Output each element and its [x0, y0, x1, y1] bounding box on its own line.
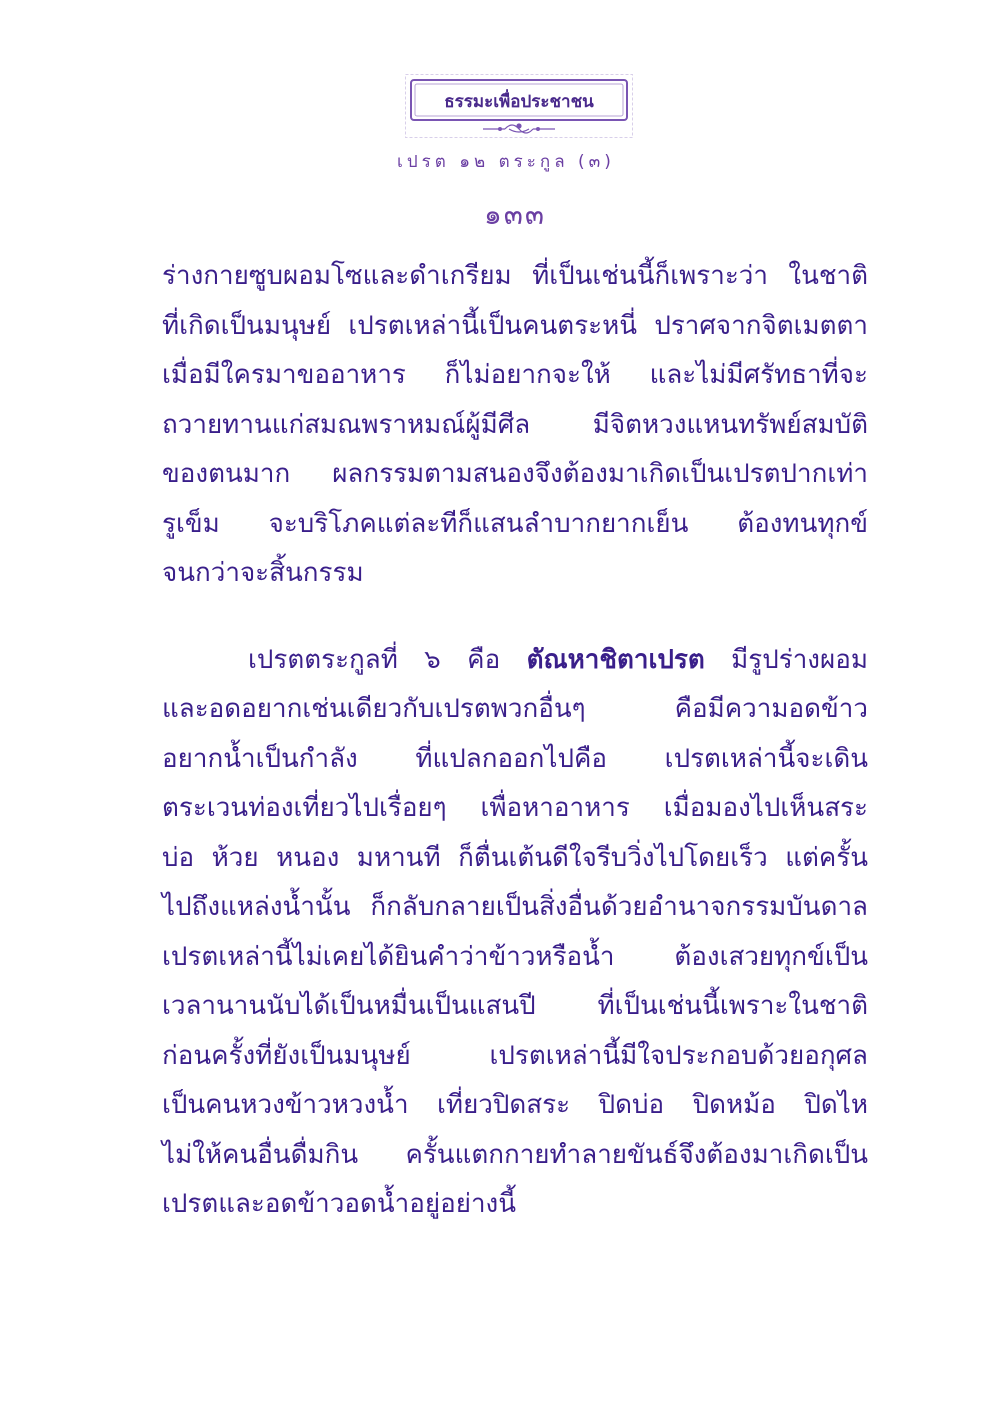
logo-text: ธรรมะเพื่อประชาชน: [444, 92, 594, 112]
paragraph: [162, 252, 868, 599]
text-line: ที่เกิดเป็นมนุษย์ เปรตเหล่านี้เป็นคนตระหนี่ ปราศจากจิตเมตตา: [162, 310, 868, 341]
text-line: ถวายทานแก่สมณพราหมณ์ผู้มีศีล มีจิตหวงแหนทรัพย์สมบัติ: [162, 409, 868, 440]
text-line: เปรตเหล่านี้ไม่เคยได้ยินคำว่าข้าวหรือน้ำ ต้องเสวยทุกข์เป็น: [162, 941, 868, 972]
text-line: เป็นคนหวงข้าวหวงน้ำ เที่ยวปิดสระ ปิดบ่อ ปิดหม้อ ปิดไห: [162, 1090, 868, 1120]
text-line: รูเข็ม จะบริโภคแต่ละทีก็แสนลำบากยากเย็น ต้องทนทุกข์: [162, 508, 868, 539]
text-line: ร่างกายซูบผอมโซและดำเกรียม ที่เป็นเช่นนี้ก็เพราะว่า ในชาติ: [162, 261, 868, 291]
text-line: อยากน้ำเป็นกำลัง ที่แปลกออกไปคือ เปรตเหล่านี้จะเดิน: [162, 743, 868, 774]
page-number: ๑๓๓: [483, 198, 547, 231]
text-line: ของตนมาก ผลกรรมตามสนองจึงต้องมาเกิดเป็นเปรตปากเท่า: [162, 459, 868, 489]
text-line: บ่อ ห้วย หนอง มหานที ก็ตื่นเต้นดีใจรีบวิ่งไปโดยเร็ว แต่ครั้น: [162, 842, 868, 873]
text-line: ไปถึงแหล่งน้ำนั้น ก็กลับกลายเป็นสิ่งอื่นด้วยอำนาจกรรมบันดาล: [162, 892, 868, 922]
text-line: ตระเวนท่องเที่ยวไปเรื่อยๆ เพื่อหาอาหาร เมื่อมองไปเห็นสระ: [162, 793, 868, 823]
text-line: เมื่อมีใครมาขออาหาร ก็ไม่อยากจะให้ และไม่มีศรัทธาที่จะ: [162, 360, 868, 390]
body-text: [162, 252, 868, 1230]
text-line: เปรตและอดข้าวอดน้ำอยู่อย่างนี้: [162, 1189, 517, 1219]
text-run: มีรูปร่างผอม: [704, 644, 868, 675]
ornament-icon: [483, 124, 555, 133]
text-line: ไม่ให้คนอื่นดื่มกิน ครั้นแตกกายทำลายขันธ์จึงต้องมาเกิดเป็น: [162, 1139, 868, 1170]
paragraph: [162, 636, 868, 1230]
text-line: ก่อนครั้งที่ยังเป็นมนุษย์ เปรตเหล่านี้มีใจประกอบด้วยอกุศล: [162, 1040, 868, 1071]
text-run: เปรตตระกูลที่ ๖ คือ: [248, 644, 527, 675]
series-logo: [405, 74, 633, 138]
preta-name: ตัณหาชิตาเปรต: [526, 644, 705, 675]
text-line: เวลานานนับได้เป็นหมื่นเป็นแสนปี ที่เป็นเช่นนี้เพราะในชาติ: [162, 991, 868, 1021]
paragraph-gap: [162, 599, 868, 636]
logo-frame-icon: [405, 74, 633, 138]
running-head: เปรต ๑๒ ตระกูล (๓): [397, 152, 615, 172]
text-line: [162, 636, 868, 686]
text-line: และอดอยากเช่นเดียวกับเปรตพวกอื่นๆ คือมีความอดข้าว: [162, 694, 868, 724]
text-line: จนกว่าจะสิ้นกรรม: [162, 558, 364, 588]
